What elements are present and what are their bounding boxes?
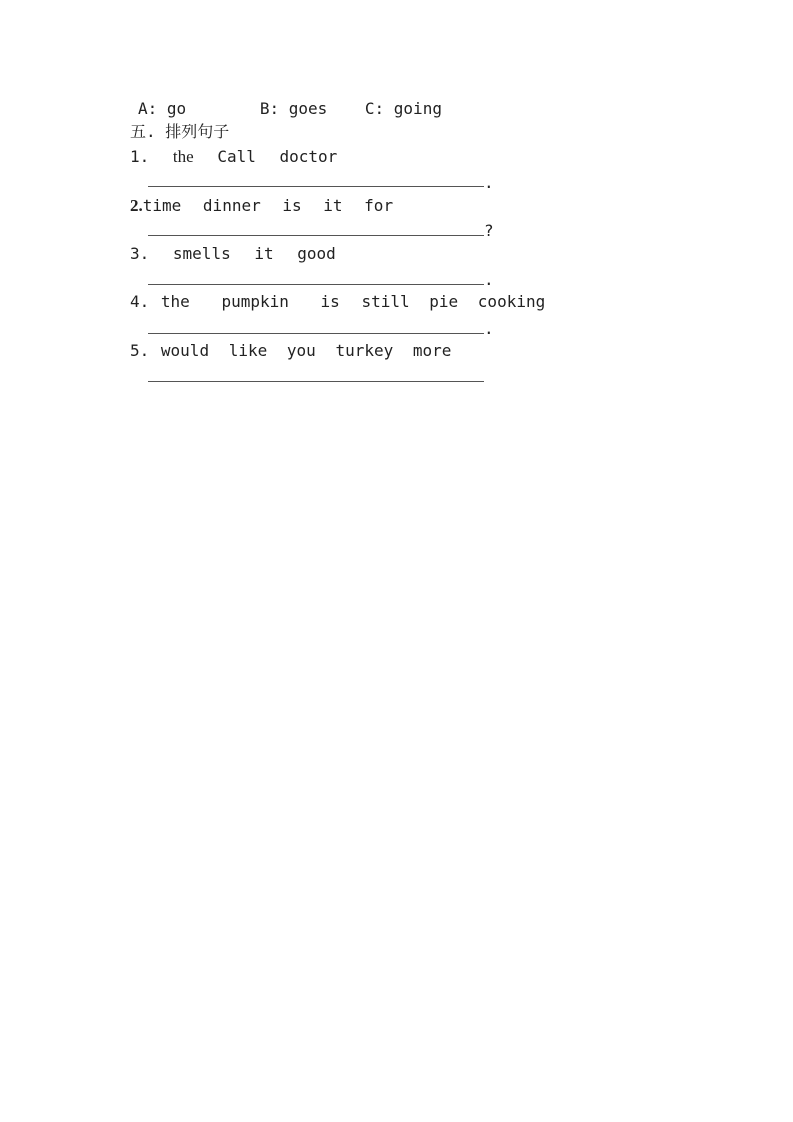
question-2 <box>130 195 393 217</box>
answer-options <box>138 98 442 120</box>
question-word: it <box>254 244 274 263</box>
question-word: you <box>286 341 316 360</box>
option-c: C: going <box>364 99 442 118</box>
question-word: is <box>320 292 340 311</box>
question-number: 1. <box>130 147 150 166</box>
section-title: 五. 排列句子 <box>130 122 230 141</box>
end-punctuation: . <box>484 270 494 289</box>
end-punctuation: . <box>484 319 494 338</box>
answer-blank-2[interactable] <box>148 235 484 236</box>
answer-blank-4[interactable] <box>148 333 484 334</box>
question-word: good <box>297 244 336 263</box>
question-number: 2. <box>130 196 143 215</box>
question-number: 5. <box>130 341 150 360</box>
question-word: more <box>412 341 452 360</box>
question-3 <box>130 243 336 265</box>
question-word: is <box>282 196 302 215</box>
question-word: for <box>364 196 394 215</box>
answer-blank-5[interactable] <box>148 381 484 382</box>
question-word: still <box>361 292 410 311</box>
end-punctuation: . <box>484 173 494 192</box>
end-punctuation: ? <box>484 221 494 240</box>
question-number: 4. <box>130 292 150 311</box>
answer-blank-1[interactable] <box>148 186 484 187</box>
question-word: Call <box>217 147 256 166</box>
question-4 <box>130 291 545 313</box>
question-number: 3. <box>130 244 150 263</box>
answer-blank-3[interactable] <box>148 284 484 285</box>
question-5 <box>130 340 451 362</box>
question-word: cooking <box>477 292 546 311</box>
question-word: the <box>160 292 190 311</box>
question-word: smells <box>172 244 231 263</box>
question-word: doctor <box>279 147 338 166</box>
question-word: pumpkin <box>221 292 289 311</box>
option-a: A: go <box>138 99 187 118</box>
question-word: pie <box>429 292 459 311</box>
question-word: would <box>160 341 210 360</box>
question-1 <box>130 146 337 168</box>
question-word: like <box>228 341 268 360</box>
question-word: the <box>172 147 194 166</box>
question-word: it <box>323 196 343 215</box>
option-b: B: goes <box>259 99 328 118</box>
question-word: time <box>142 196 182 215</box>
question-word: dinner <box>202 196 261 215</box>
question-word: turkey <box>335 341 394 360</box>
